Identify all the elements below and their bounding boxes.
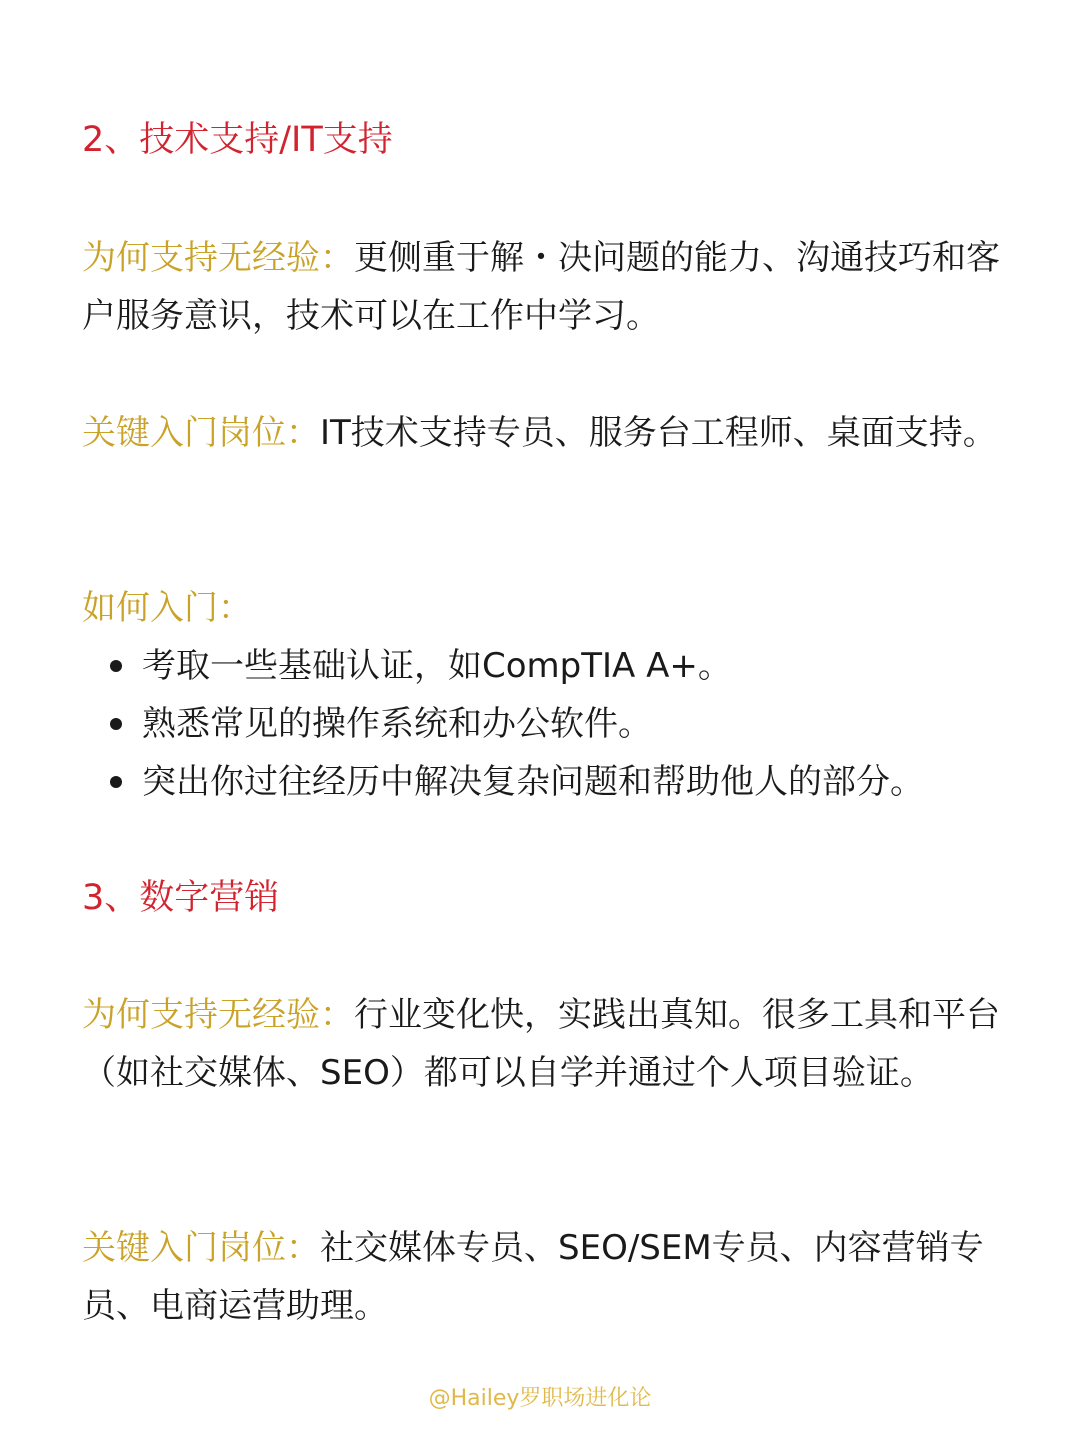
section-3-why-paragraph <box>82 986 1002 1102</box>
section-3-roles-label: 关键入门岗位： <box>82 1228 320 1268</box>
section-2-roles-text: IT技术支持专员、服务台工程师、桌面支持。 <box>320 413 997 453</box>
bullet-icon <box>110 718 122 730</box>
section-2-roles-label: 关键入门岗位： <box>82 413 320 453</box>
section-3-why-text: 行业变化快，实践出真知。很多工具和平台（如社交媒体、SEO）都可以自学并通过个人项目验证。 <box>82 995 1000 1093</box>
section-3-why-label: 为何支持无经验： <box>82 995 354 1035</box>
list-item-text: 突出你过往经历中解决复杂问题和帮助他人的部分。 <box>142 762 924 802</box>
section-2-why-paragraph <box>82 229 1002 345</box>
section-3-roles-text: 社交媒体专员、SEO/SEM专员、内容营销专员、电商运营助理。 <box>82 1228 984 1326</box>
section-2-heading: 2、技术支持/IT支持 <box>82 120 393 160</box>
section-2-how-label: 如何入门： <box>82 588 252 628</box>
bullet-icon <box>110 660 122 672</box>
section-3-heading: 3、数字营销 <box>82 878 280 918</box>
section-3-roles-paragraph <box>82 1219 1002 1335</box>
section-2-roles-paragraph <box>82 404 1002 462</box>
list-item-text: 熟悉常见的操作系统和办公软件。 <box>142 704 652 744</box>
section-2-how-paragraph <box>82 579 1002 637</box>
section-2-why-label: 为何支持无经验： <box>82 238 354 278</box>
section-2-why-text: 更侧重于解・决问题的能力、沟通技巧和客户服务意识，技术可以在工作中学习。 <box>82 238 1000 336</box>
list-item <box>82 753 1002 811</box>
watermark: @Hailey罗职场进化论 <box>428 1386 652 1411</box>
list-item-text: 考取一些基础认证，如CompTIA A+。 <box>142 646 732 686</box>
bullet-icon <box>110 776 122 788</box>
section-2-how-list <box>82 637 1002 811</box>
list-item <box>82 695 1002 753</box>
list-item <box>82 637 1002 695</box>
